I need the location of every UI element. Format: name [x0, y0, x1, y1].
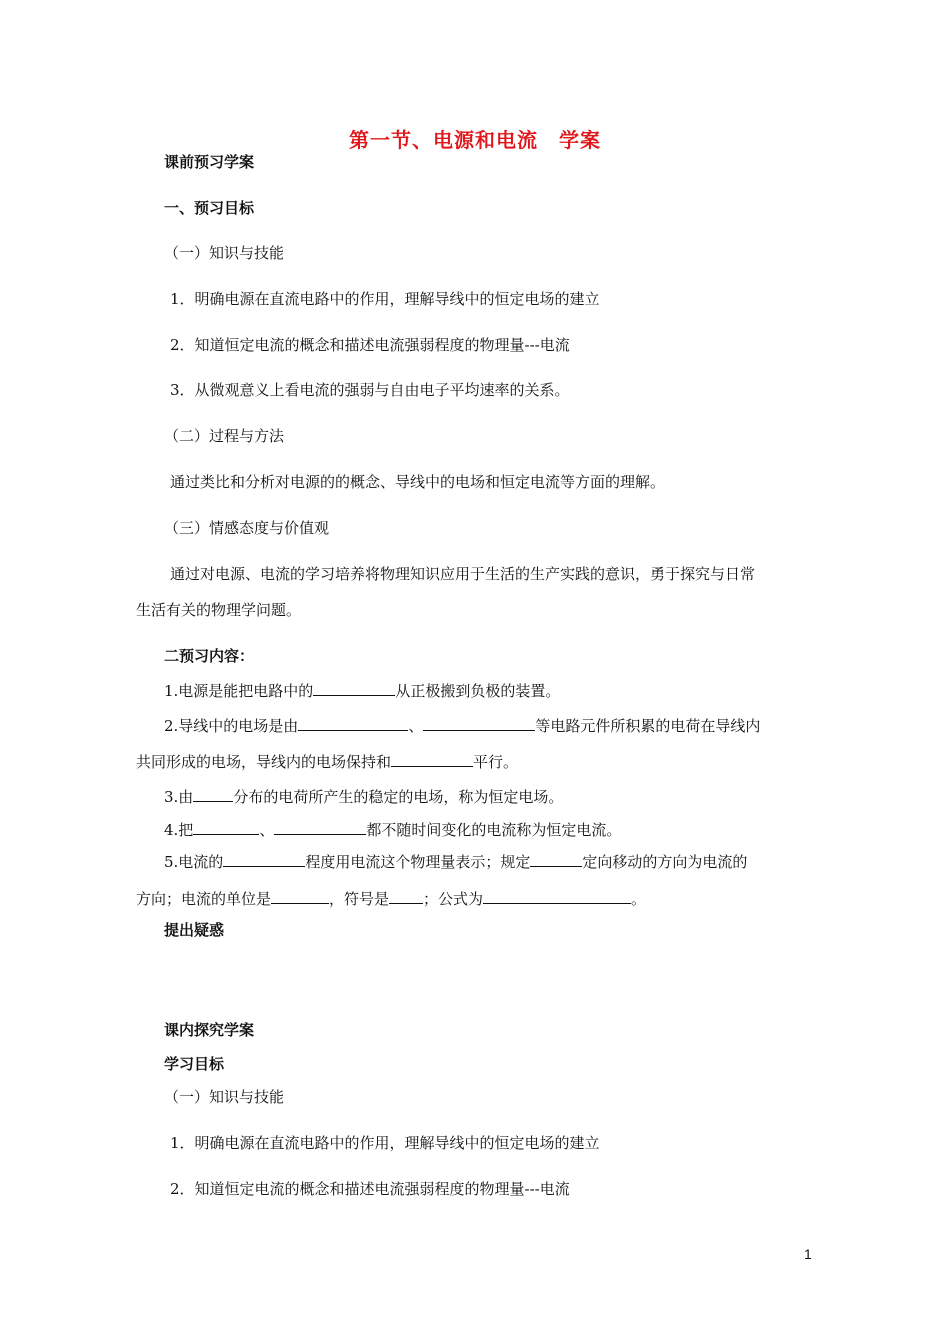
question-3	[164, 786, 563, 807]
answer-blank	[389, 888, 423, 904]
page-number: 1	[804, 1246, 812, 1262]
goal-item-3: 3．从微观意义上看电流的强弱与自由电子平均速率的关系。	[170, 381, 570, 399]
questions-header: 提出疑惑	[164, 921, 225, 939]
question-text: 5.电流的	[164, 853, 224, 871]
question-text: 2.导线中的电场是由	[164, 717, 299, 735]
question-text: 1.电源是能把电路中的	[164, 682, 314, 700]
question-text: 都不随时间变化的电流称为恒定电流。	[366, 821, 622, 839]
inclass-section-header: 课内探究学案	[164, 1021, 255, 1039]
answer-blank	[483, 888, 631, 904]
answer-blank	[391, 751, 473, 767]
question-2	[164, 715, 760, 736]
answer-blank	[274, 819, 366, 835]
question-text: 方向；电流的单位是	[136, 890, 272, 908]
question-text: ；公式为	[423, 890, 484, 908]
question-2-continued	[136, 751, 518, 772]
question-text: 平行。	[473, 753, 519, 771]
answer-blank	[193, 786, 233, 802]
question-text: 分布的电荷所产生的稳定的电场，称为恒定电场。	[233, 788, 564, 806]
subheading-knowledge: （一）知识与技能	[164, 244, 285, 262]
preview-section-header: 课前预习学案	[164, 153, 255, 171]
answer-blank	[298, 715, 408, 731]
method-text: 通过类比和分析对电源的的概念、导线中的电场和恒定电流等方面的理解。	[170, 473, 666, 491]
answer-blank	[313, 680, 395, 696]
attitude-text-line2: 生活有关的物理学问题。	[136, 601, 302, 619]
answer-blank	[530, 851, 582, 867]
answer-blank	[223, 851, 305, 867]
question-text: 4.把	[164, 821, 194, 839]
answer-blank	[271, 888, 329, 904]
question-text: 。	[631, 890, 647, 908]
subheading-method: （二）过程与方法	[164, 427, 285, 445]
answer-blank	[423, 715, 535, 731]
goal-item-2: 2．知道恒定电流的概念和描述电流强弱程度的物理量---电流	[170, 336, 570, 354]
answer-blank	[193, 819, 259, 835]
question-1	[164, 680, 560, 701]
question-5	[164, 851, 747, 872]
question-text: ，符号是	[329, 890, 390, 908]
study-goal-item-2: 2．知道恒定电流的概念和描述电流强弱程度的物理量---电流	[170, 1180, 570, 1198]
question-text: 3.由	[164, 788, 194, 806]
goal-item-1: 1．明确电源在直流电路中的作用，理解导线中的恒定电场的建立	[170, 290, 600, 308]
content-header: 二预习内容：	[164, 647, 255, 665]
question-text: 共同形成的电场，导线内的电场保持和	[136, 753, 392, 771]
subheading-knowledge-2: （一）知识与技能	[164, 1088, 285, 1106]
question-text: 、	[259, 821, 275, 839]
question-text: 定向移动的方向为电流的	[582, 853, 748, 871]
goals-header: 一、预习目标	[164, 199, 255, 217]
study-goal-item-1: 1．明确电源在直流电路中的作用，理解导线中的恒定电场的建立	[170, 1134, 600, 1152]
page-title: 第一节、电源和电流 学案	[349, 128, 601, 152]
question-text: 等电路元件所积累的电荷在导线内	[535, 717, 761, 735]
study-goals-header: 学习目标	[164, 1055, 225, 1073]
attitude-text-line1: 通过对电源、电流的学习培养将物理知识应用于生活的生产实践的意识，勇于探究与日常	[170, 565, 756, 583]
question-text: 程度用电流这个物理量表示；规定	[305, 853, 531, 871]
question-5-continued	[136, 888, 646, 909]
question-text: 从正极搬到负极的装置。	[395, 682, 561, 700]
question-text: 、	[408, 717, 424, 735]
question-4	[164, 819, 621, 840]
subheading-attitude: （三）情感态度与价值观	[164, 519, 330, 537]
